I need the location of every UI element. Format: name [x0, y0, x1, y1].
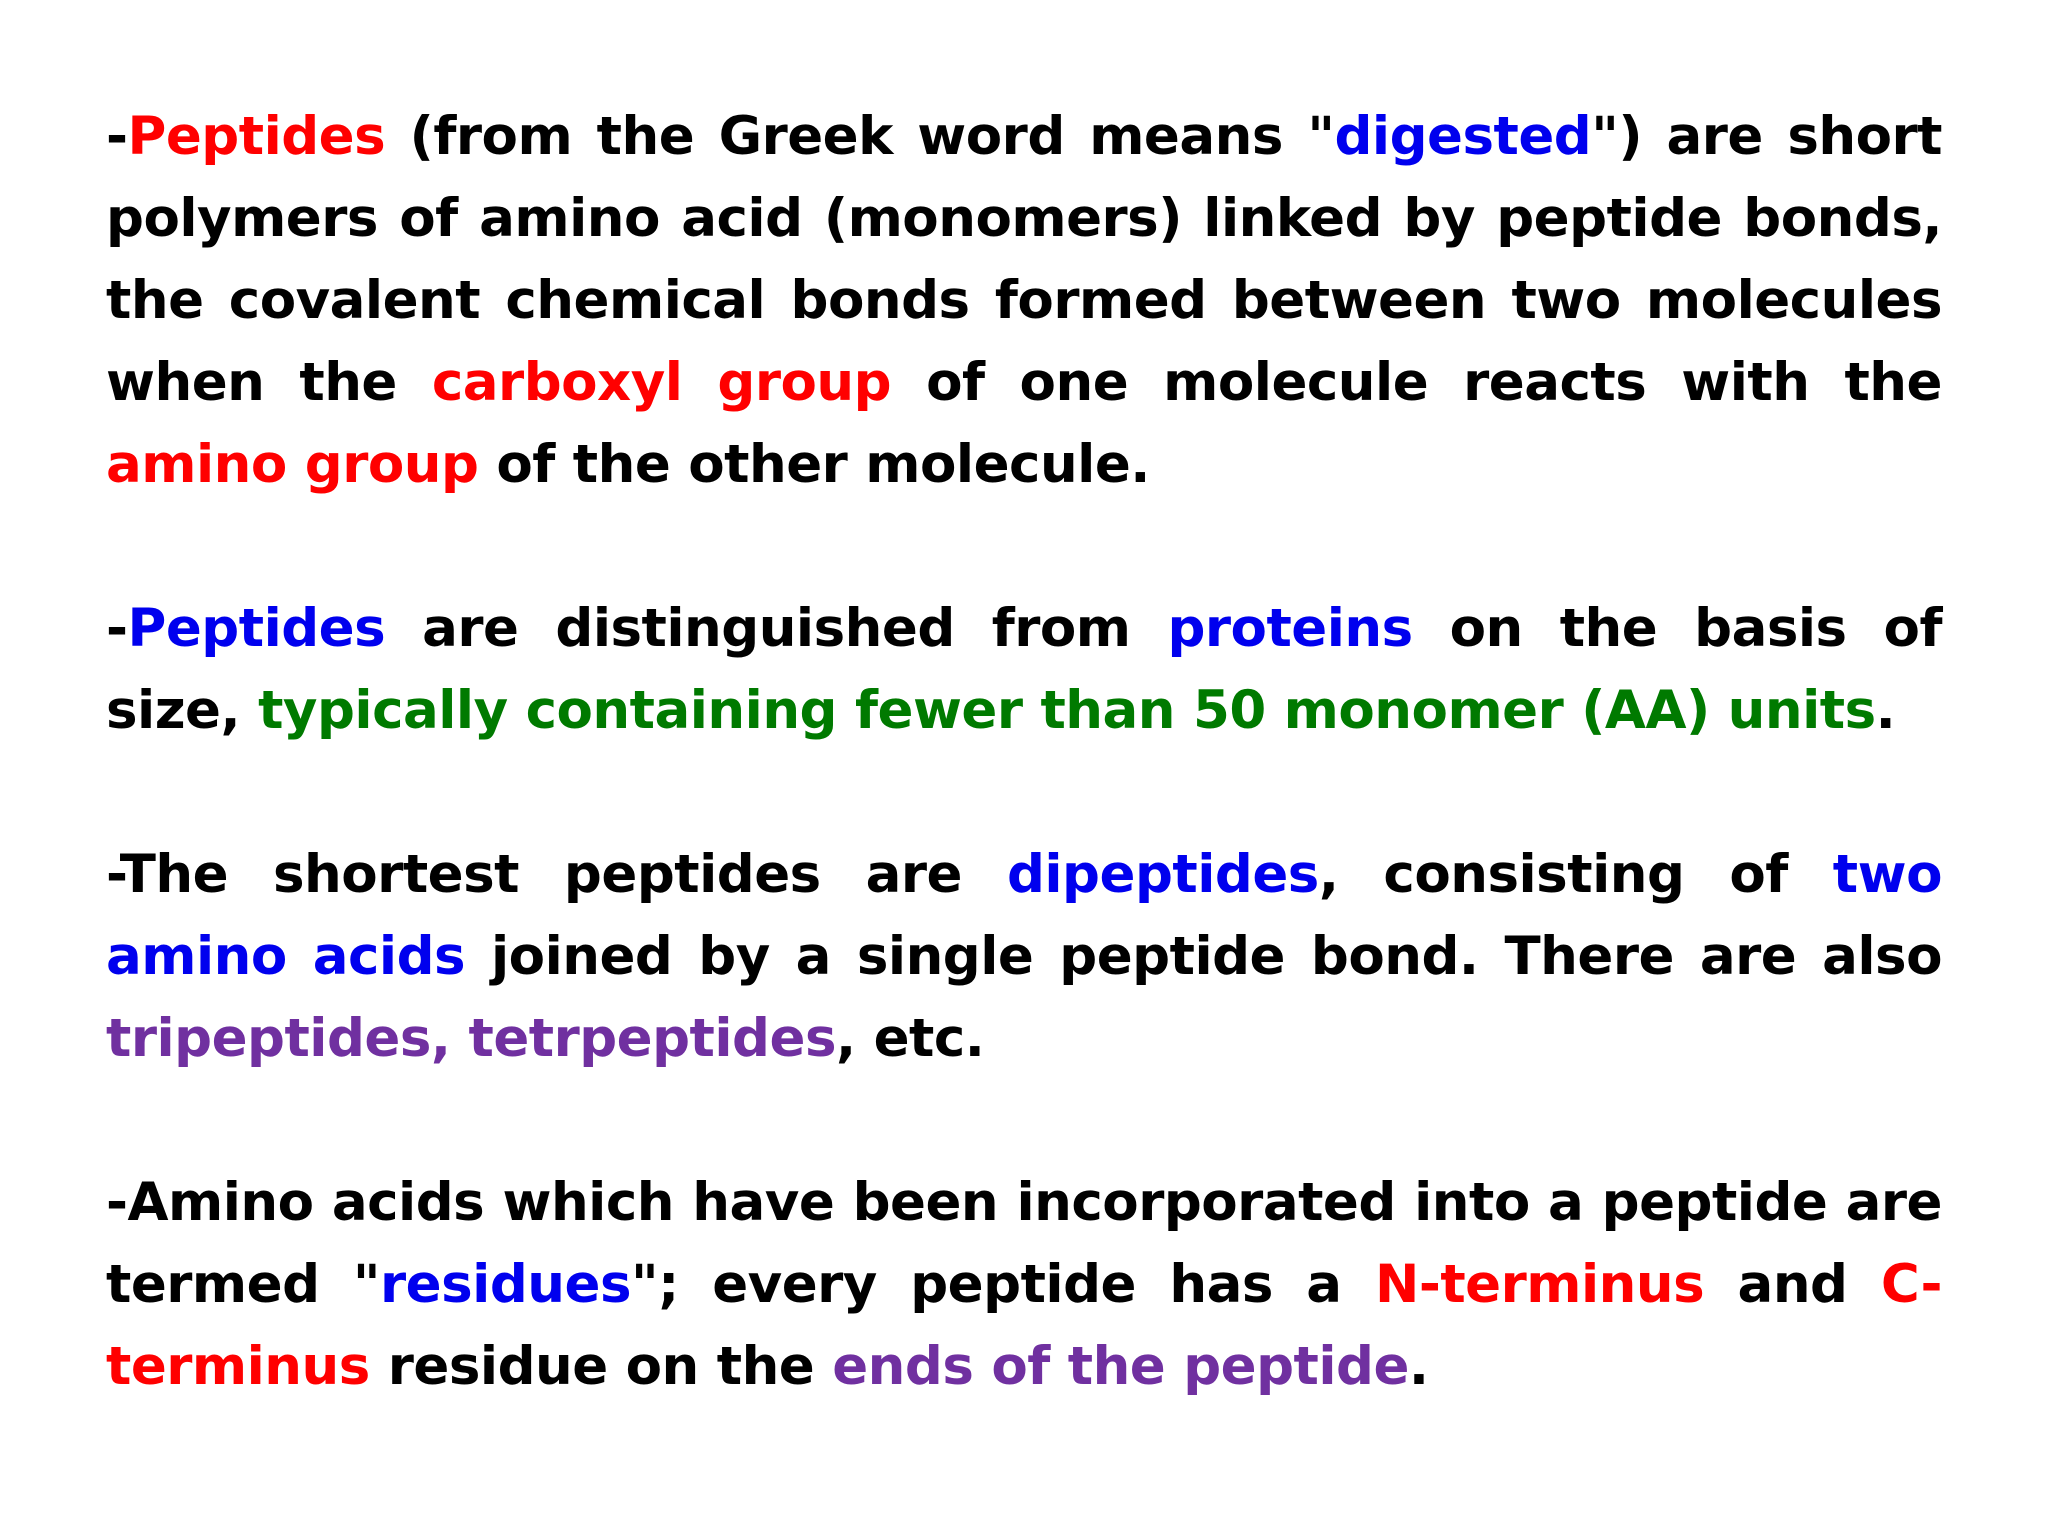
text-segment: proteins	[1167, 598, 1413, 659]
text-segment: typically containing fewer than 50 monomer (AA) units	[258, 680, 1876, 741]
text-segment: digested	[1334, 106, 1592, 167]
text-segment: of one molecule reacts with the	[891, 352, 1960, 413]
text-segment: joined by a single peptide bond. There are also	[465, 926, 1960, 987]
text-segment: .	[1408, 1336, 1429, 1397]
text-segment: and	[1704, 1254, 1881, 1315]
text-segment: -Amino acids which have been incorporated into a peptide are termed "	[106, 1172, 1960, 1315]
text-segment: ends of the peptide	[832, 1336, 1409, 1397]
text-segment: -The shortest peptides are	[106, 844, 1007, 905]
text-segment: on the basis of size,	[106, 598, 1960, 741]
text-segment: -	[106, 598, 128, 659]
slide-body	[106, 96, 1960, 1408]
text-segment: of the other molecule.	[478, 434, 1150, 495]
text-segment: -	[106, 106, 128, 167]
paragraph-shortest-peptides	[106, 834, 1960, 1080]
text-segment: residue on the	[369, 1336, 833, 1397]
text-segment: N-terminus	[1374, 1254, 1705, 1315]
paragraph-peptides-definition	[106, 96, 1960, 506]
text-segment: residues	[380, 1254, 632, 1315]
text-segment: amino group	[106, 434, 479, 495]
text-segment: C-terminus	[106, 1254, 1942, 1397]
text-segment: ") are short polymers of amino acid (monomers) linked by peptide bonds, the covalent chemical bonds formed between two molecules when the	[106, 106, 1960, 413]
text-segment: "; every peptide has a	[631, 1254, 1375, 1315]
text-segment: two amino acids	[106, 844, 1960, 987]
text-segment: , consisting of	[1318, 844, 1833, 905]
text-segment: dipeptides	[1006, 844, 1319, 905]
text-segment: Peptides	[127, 106, 386, 167]
text-segment: , etc.	[836, 1008, 985, 1069]
text-segment: carboxyl group	[431, 352, 892, 413]
text-segment: tripeptides, tetrpeptides	[106, 1008, 836, 1069]
text-segment: Peptides	[127, 598, 386, 659]
text-segment: (from the Greek word means "	[385, 106, 1335, 167]
text-segment: .	[1875, 680, 1896, 741]
text-segment: are distinguished from	[385, 598, 1168, 659]
paragraph-peptides-vs-proteins	[106, 588, 1960, 752]
paragraph-residues	[106, 1162, 1960, 1408]
